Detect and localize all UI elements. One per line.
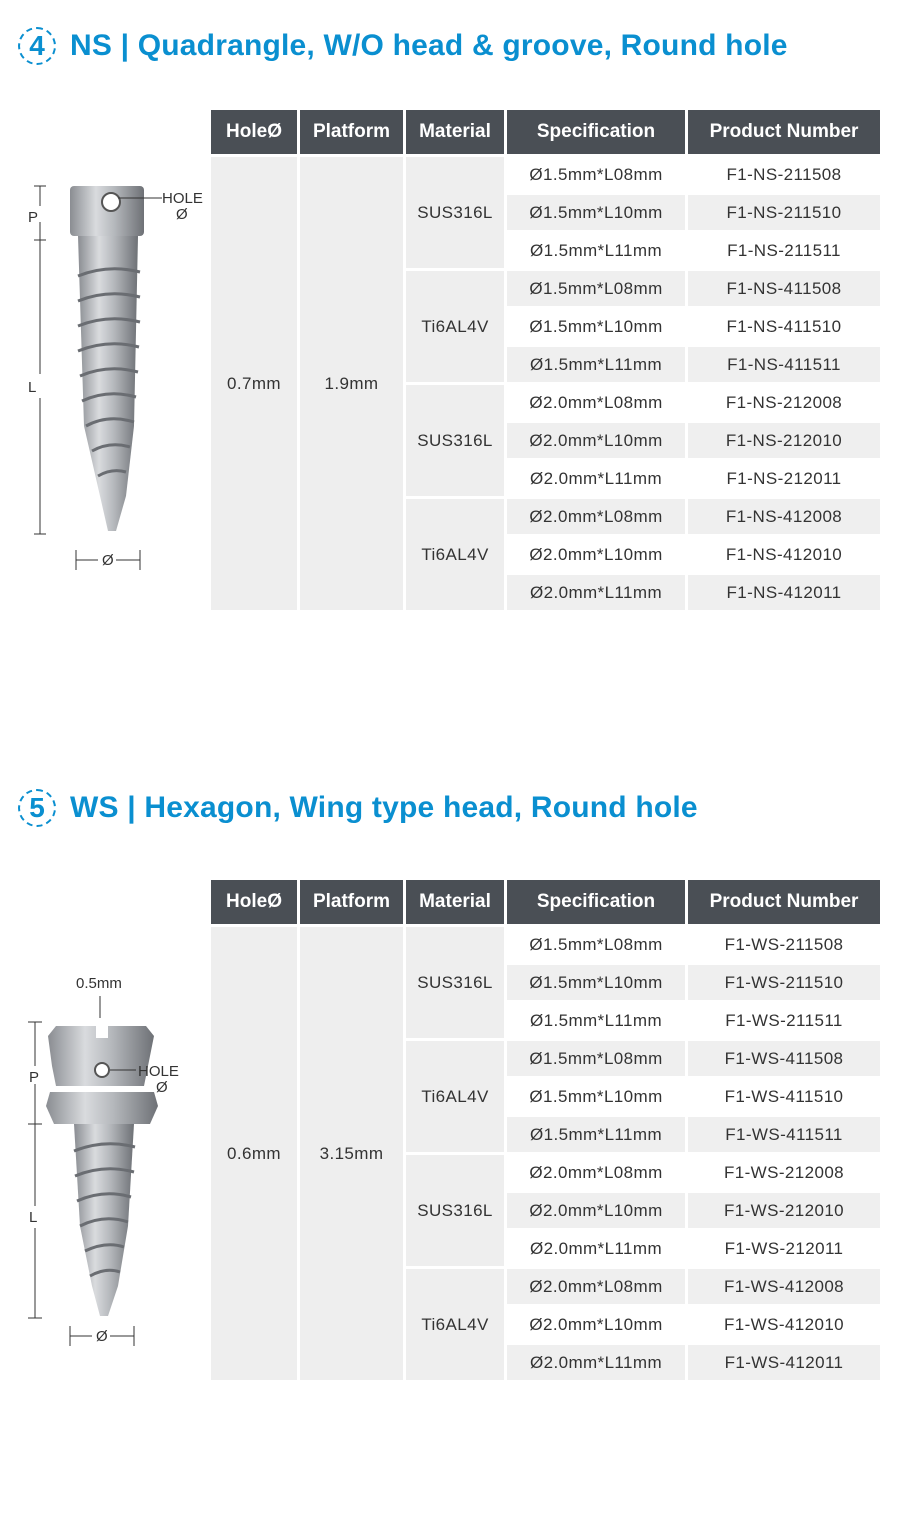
spec-cell: Ø2.0mm*L11mm xyxy=(507,575,685,610)
spec-cell: Ø2.0mm*L11mm xyxy=(507,1345,685,1380)
material-value: Ti6AL4V xyxy=(406,271,504,382)
hole-value: 0.6mm xyxy=(211,927,297,1380)
product-number-cell: F1-WS-211508 xyxy=(688,927,880,962)
product-number-cell: F1-NS-412008 xyxy=(688,499,880,534)
product-number-cell: F1-WS-212011 xyxy=(688,1231,880,1266)
table-header-row xyxy=(211,110,880,154)
product-number-cell: F1-WS-412008 xyxy=(688,1269,880,1304)
product-number-cell: F1-WS-212010 xyxy=(688,1193,880,1228)
slot-width-label: 0.5mm xyxy=(76,975,122,992)
spec-cell: Ø2.0mm*L08mm xyxy=(507,1155,685,1190)
product-number-cell: F1-WS-412011 xyxy=(688,1345,880,1380)
product-number-cell: F1-NS-212011 xyxy=(688,461,880,496)
ns-spec-table xyxy=(208,107,883,613)
product-number-cell: F1-WS-411508 xyxy=(688,1041,880,1076)
product-number-cell: F1-NS-411510 xyxy=(688,309,880,344)
spec-cell: Ø1.5mm*L08mm xyxy=(507,157,685,192)
dim-dia-label: Ø xyxy=(96,1328,108,1345)
product-number-cell: F1-WS-411511 xyxy=(688,1117,880,1152)
spec-cell: Ø2.0mm*L11mm xyxy=(507,1231,685,1266)
header-specification: Specification xyxy=(507,880,685,924)
header-platform: Platform xyxy=(300,110,403,154)
product-number-cell: F1-NS-211510 xyxy=(688,195,880,230)
spec-cell: Ø1.5mm*L11mm xyxy=(507,1117,685,1152)
dim-l-label: L xyxy=(28,379,37,396)
header-product-number: Product Number xyxy=(688,110,880,154)
spec-cell: Ø1.5mm*L10mm xyxy=(507,965,685,1000)
hole-label-1: HOLE xyxy=(162,190,203,207)
material-value: SUS316L xyxy=(406,157,504,268)
product-number-cell: F1-NS-412010 xyxy=(688,537,880,572)
ws-screw-diagram xyxy=(18,966,218,1356)
spec-cell: Ø1.5mm*L08mm xyxy=(507,927,685,962)
section-number-badge: 5 xyxy=(18,789,56,827)
product-number-cell: F1-NS-212010 xyxy=(688,423,880,458)
product-number-cell: F1-WS-411510 xyxy=(688,1079,880,1114)
hole-icon xyxy=(95,1063,109,1077)
product-number-cell: F1-NS-211508 xyxy=(688,157,880,192)
product-number-cell: F1-WS-211511 xyxy=(688,1003,880,1038)
spec-cell: Ø1.5mm*L08mm xyxy=(507,1041,685,1076)
material-value: Ti6AL4V xyxy=(406,499,504,610)
spec-cell: Ø1.5mm*L10mm xyxy=(507,1079,685,1114)
platform-value: 3.15mm xyxy=(300,927,403,1380)
spec-cell: Ø2.0mm*L10mm xyxy=(507,537,685,572)
table-row xyxy=(211,927,880,962)
hole-icon xyxy=(102,193,120,211)
material-value: SUS316L xyxy=(406,385,504,496)
platform-value: 1.9mm xyxy=(300,157,403,610)
spec-cell: Ø2.0mm*L08mm xyxy=(507,385,685,420)
material-value: SUS316L xyxy=(406,927,504,1038)
product-number-cell: F1-WS-211510 xyxy=(688,965,880,1000)
product-number-cell: F1-WS-212008 xyxy=(688,1155,880,1190)
hole-label-2: Ø xyxy=(156,1079,168,1096)
table-row xyxy=(211,157,880,192)
header-hole: HoleØ xyxy=(211,880,297,924)
section-4-title xyxy=(18,22,788,70)
product-number-cell: F1-NS-212008 xyxy=(688,385,880,420)
header-material: Material xyxy=(406,110,504,154)
section-5-title xyxy=(18,784,698,832)
spec-cell: Ø2.0mm*L08mm xyxy=(507,1269,685,1304)
dim-l-label: L xyxy=(29,1209,38,1226)
spec-cell: Ø1.5mm*L08mm xyxy=(507,271,685,306)
spec-cell: Ø1.5mm*L11mm xyxy=(507,1003,685,1038)
screw-hex-collar xyxy=(46,1092,158,1124)
spec-cell: Ø1.5mm*L10mm xyxy=(507,195,685,230)
header-platform: Platform xyxy=(300,880,403,924)
product-number-cell: F1-NS-412011 xyxy=(688,575,880,610)
ws-spec-table xyxy=(208,877,883,1383)
product-number-cell: F1-WS-412010 xyxy=(688,1307,880,1342)
spec-cell: Ø2.0mm*L08mm xyxy=(507,499,685,534)
ns-screw-diagram xyxy=(18,176,218,576)
hole-label-2: Ø xyxy=(176,206,188,223)
section-heading: NS | Quadrangle, W/O head & groove, Round hole xyxy=(70,29,788,62)
dim-dia-label: Ø xyxy=(102,552,114,569)
spec-cell: Ø2.0mm*L10mm xyxy=(507,1307,685,1342)
header-product-number: Product Number xyxy=(688,880,880,924)
spec-cell: Ø1.5mm*L10mm xyxy=(507,309,685,344)
product-number-cell: F1-NS-411511 xyxy=(688,347,880,382)
spec-cell: Ø1.5mm*L11mm xyxy=(507,347,685,382)
spec-cell: Ø2.0mm*L10mm xyxy=(507,423,685,458)
table-header-row xyxy=(211,880,880,924)
hole-label-1: HOLE xyxy=(138,1063,179,1080)
header-hole: HoleØ xyxy=(211,110,297,154)
section-number-badge: 4 xyxy=(18,27,56,65)
material-value: Ti6AL4V xyxy=(406,1269,504,1380)
spec-cell: Ø1.5mm*L11mm xyxy=(507,233,685,268)
section-heading: WS | Hexagon, Wing type head, Round hole xyxy=(70,791,698,824)
material-value: Ti6AL4V xyxy=(406,1041,504,1152)
header-specification: Specification xyxy=(507,110,685,154)
product-number-cell: F1-NS-411508 xyxy=(688,271,880,306)
dim-p-label: P xyxy=(29,1069,40,1086)
product-number-cell: F1-NS-211511 xyxy=(688,233,880,268)
spec-cell: Ø2.0mm*L10mm xyxy=(507,1193,685,1228)
material-value: SUS316L xyxy=(406,1155,504,1266)
header-material: Material xyxy=(406,880,504,924)
hole-value: 0.7mm xyxy=(211,157,297,610)
screw-body xyxy=(78,236,138,531)
dim-p-label: P xyxy=(28,209,39,226)
spec-cell: Ø2.0mm*L11mm xyxy=(507,461,685,496)
